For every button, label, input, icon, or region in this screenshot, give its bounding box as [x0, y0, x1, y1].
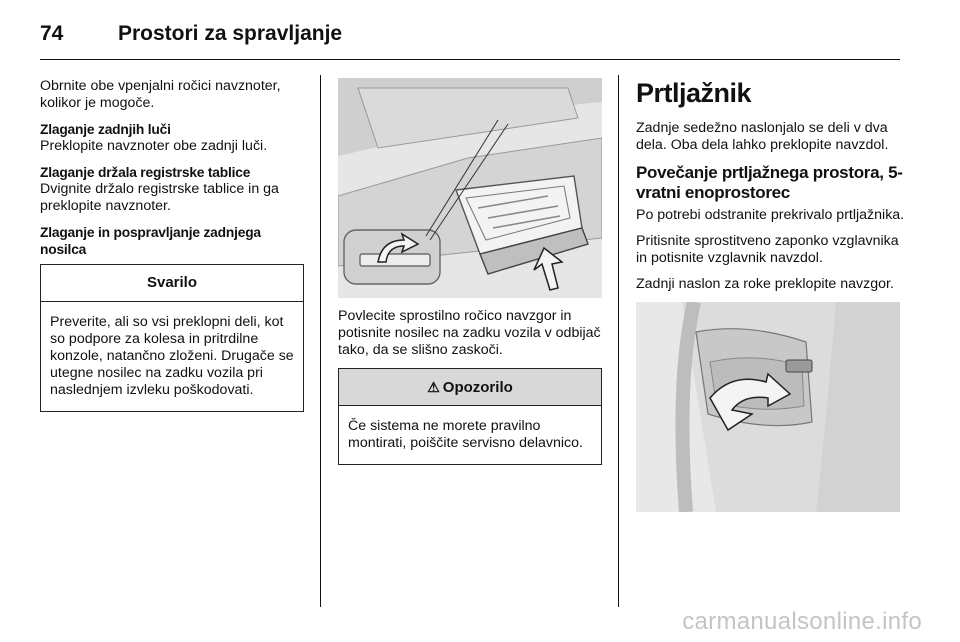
- caution-body: Preverite, ali so vsi preklopni deli, kot so podpore za kolesa in pritrdilne konzole, natančno zloženi. Drugače se utegne nosilec na zadku vozila pri naslednjem izvleku poškodovati.: [50, 314, 294, 398]
- caution-box: [40, 264, 304, 412]
- headrest-drawing: [636, 302, 900, 512]
- page-title: Prostori za spravljanje: [118, 22, 343, 45]
- watermark: carmanualsonline.info: [682, 608, 922, 635]
- section-body: Dvignite držalo registrske tablice in ga preklopite navznoter.: [40, 181, 279, 214]
- intro-paragraph: Zadnje sedežno naslonjalo se deli v dva dela. Oba dela lahko preklopite navzdol.: [636, 120, 889, 153]
- warning-triangle-icon: ⚠: [427, 379, 440, 395]
- warning-box: [338, 368, 602, 465]
- paragraph: Zadnji naslon za roke preklopite navzgor.: [636, 276, 894, 292]
- bike-carrier-illustration: [338, 78, 602, 298]
- subsection-title: Povečanje prtljažnega prostora, 5-vratni enoprostorec: [636, 163, 903, 202]
- paragraph: Pritisnite sprostitveno zaponko vzglavnika in potisnite vzglavnik navzdol.: [636, 233, 899, 266]
- caution-title: Svarilo: [41, 265, 303, 302]
- column-2: [338, 78, 602, 465]
- column-3: [636, 78, 906, 512]
- column-divider-2: [618, 75, 619, 607]
- warning-header: [339, 369, 601, 406]
- figure-caption: Povlecite sprostilno ročico navzgor in potisnite nosilec na zadku vozila v odbijač tako, da se slišno zaskoči.: [338, 308, 601, 358]
- section-title: Prtljažnik: [636, 78, 752, 108]
- intro-paragraph: Obrnite obe vpenjalni ročici navznoter, kolikor je mogoče.: [40, 78, 281, 111]
- section-heading: Zlaganje in pospravljanje zadnjega nosilca: [40, 225, 261, 257]
- bike-carrier-drawing: [338, 78, 602, 298]
- warning-body: Če sistema ne morete pravilno montirati, poiščite servisno delavnico.: [348, 418, 583, 451]
- warning-title: Opozorilo: [442, 379, 513, 396]
- headrest-illustration: [636, 302, 900, 512]
- page-number: 74: [40, 22, 64, 45]
- section-body: Preklopite navznoter obe zadnji luči.: [40, 138, 268, 154]
- section-heading: Zlaganje zadnjih luči: [40, 122, 171, 137]
- column-1: [40, 78, 304, 412]
- section-heading: Zlaganje držala registrske tablice: [40, 165, 251, 180]
- paragraph: Po potrebi odstranite prekrivalo prtljažnika.: [636, 207, 905, 223]
- header-rule: [40, 59, 900, 60]
- column-divider-1: [320, 75, 321, 607]
- page-header: [40, 22, 900, 62]
